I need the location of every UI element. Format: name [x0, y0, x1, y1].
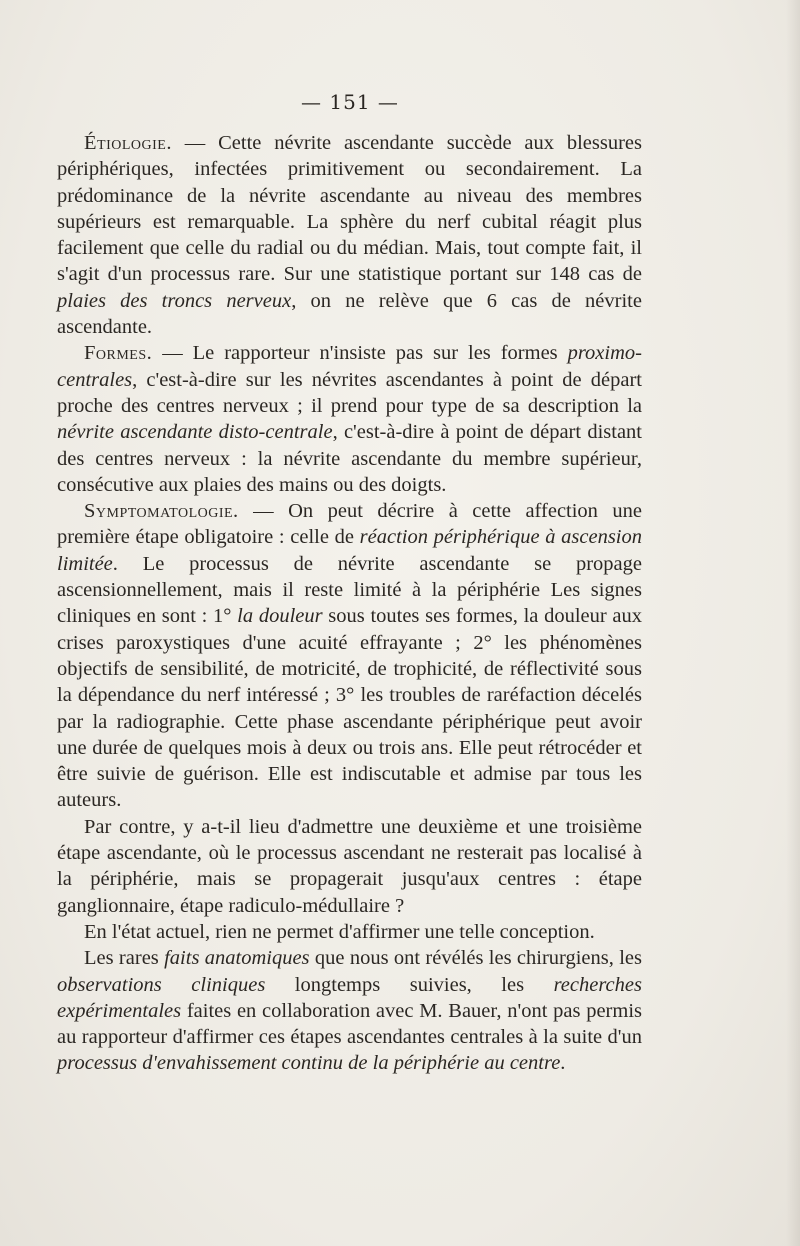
- italic-segment: névrite ascendante disto-centrale: [57, 421, 333, 444]
- paragraph-par-contre: [57, 814, 642, 919]
- page-edge-shadow: [786, 0, 800, 1246]
- italic-segment: processus d'envahissement continu de la périphérie au centre: [57, 1052, 561, 1075]
- italic-segment: recherches expérimentales: [57, 973, 642, 1022]
- text-segment: faites en collaboration avec M. Bauer, n'ont pas permis au rapporteur d'affirmer ces étapes ascendantes centrales à la suite d'un: [57, 999, 642, 1049]
- paragraph-etat-actuel: [57, 919, 642, 945]
- section-heading-symptomatologie: Symptomatologie.: [84, 500, 239, 523]
- paragraph-faits-anatomiques: [57, 945, 642, 1076]
- text-segment: , c'est-à-dire à point de départ distant des centres nerveux : la névrite ascendante du membre supérieur, consécutive aux plaies des mains ou des doigts.: [57, 421, 642, 496]
- text-segment: Les rares: [84, 947, 165, 970]
- italic-segment: réaction périphérique à ascension limitée: [57, 526, 643, 575]
- italic-segment: plaies des troncs nerveux: [57, 289, 292, 312]
- italic-segment: faits anatomiques: [164, 947, 310, 970]
- italic-segment: la douleur: [237, 605, 323, 628]
- text-segment: que nous ont révélés les chirurgiens, les: [309, 947, 642, 970]
- body-text: [57, 130, 642, 1077]
- text-segment: En l'état actuel, rien ne permet d'affirmer une telle conception.: [84, 920, 595, 943]
- text-segment: — On peut décrire à cette affection une première étape obligatoire : celle de: [57, 500, 642, 549]
- page-number: — 151 —: [301, 90, 399, 114]
- text-segment: , c'est-à-dire sur les névrites ascendantes à point de départ proche des centres nerveux ; il prend pour type de sa description la: [57, 368, 642, 417]
- section-heading-etiologie: Étiologie.: [84, 132, 172, 154]
- text-segment: .: [560, 1052, 566, 1075]
- italic-segment: observations cliniques: [57, 973, 266, 996]
- paragraph-etiologie: [57, 130, 642, 340]
- text-segment: , on ne relève que 6 cas de névrite ascendante.: [57, 289, 642, 339]
- italic-segment: proximo-centrales: [57, 342, 642, 391]
- text-segment: sous toutes ses formes, la douleur aux crises paroxystiques d'une acuité effrayante ; 2° les phénomènes objectifs de sensibilité, de motricité, de trophicité, de réflectivité sous la dépendance du nerf intéressé ; 3° les troubles de raréfaction décelés par la radiographie. Cette phase ascendante périphérique peut avoir une durée de quelques mois à deux ou trois ans. Elle peut rétrocéder et être suivie de guérison. Elle est indiscutable et admise par tous les auteurs.: [57, 605, 643, 812]
- text-segment: — Le rapporteur n'insiste pas sur les formes: [152, 342, 568, 365]
- paragraph-formes: [57, 340, 642, 498]
- section-heading-formes: Formes.: [84, 342, 153, 365]
- text-segment: Par contre, y a-t-il lieu d'admettre une deuxième et une troisième étape ascendante, où le processus ascendant ne resterait pas localisé à la périphérie, mais se propagerait jusqu'aux centres : étape ganglionnaire, étape radiculo-médullaire ?: [57, 815, 642, 917]
- text-segment: . Le processus de névrite ascendante se propage ascensionnellement, mais il reste limité à la périphérie Les signes cliniques en sont : 1°: [57, 552, 642, 628]
- text-segment: longtemps suivies, les: [265, 973, 554, 996]
- text-segment: — Cette névrite ascendante succède aux blessures périphériques, infectées primitivement ou secondairement. La prédominance de la névrite ascendante au niveau des membres supérieurs est remarquable. La sphère du nerf cubital réagit plus facilement que celle du radial ou du médian. Mais, tout compte fait, il s'agit d'un processus rare. Sur une statistique portant sur 148 cas de: [57, 132, 642, 286]
- paragraph-symptomatologie: [57, 498, 642, 814]
